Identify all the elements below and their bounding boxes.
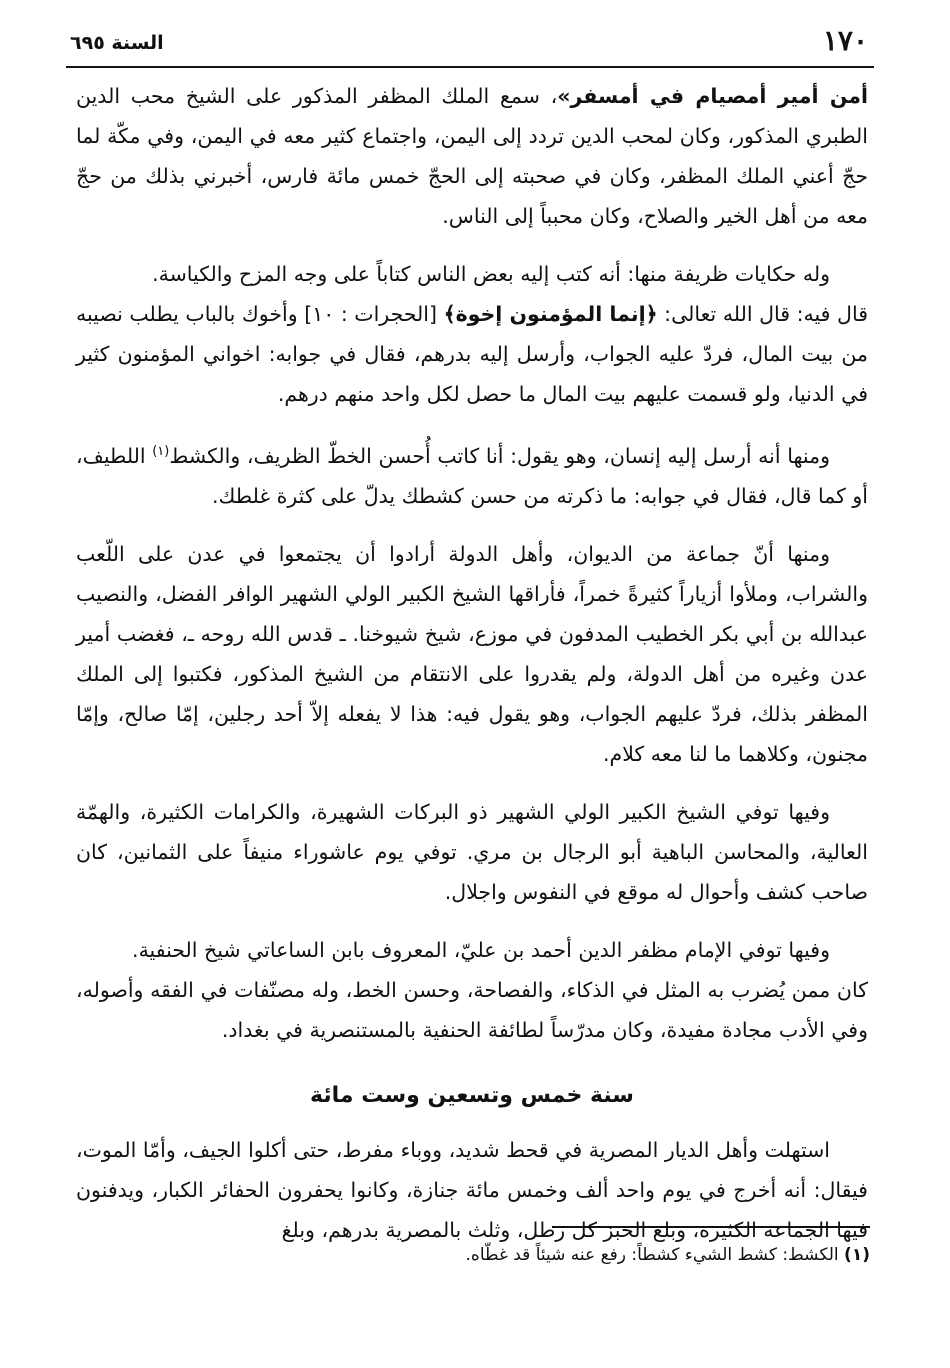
paragraph-2a: وله حكايات ظريفة منها: أنه كتب إليه بعض الناس كتاباً على وجه المزح والكياسة.	[152, 262, 830, 286]
paragraph-1-text: ، سمع الملك المظفر المذكور على الشيخ محب الدين الطبري المذكور، وكان لمحب الدين تردد إلى اليمن، واجتماع كثير معه في اليمن، وفي مكّة لما حجّ أعني الملك المظفر، وكان في صحبته إلى الحجّ خمس مائة فارس، أخبرني بذلك من حجّ معه من أهل الخير والصلاح، وكان محبباً إلى الناس.	[76, 84, 868, 228]
page-header	[66, 22, 874, 68]
paragraph-4: ومنها أنّ جماعة من الديوان، وأهل الدولة أرادوا أن يجتمعوا في عدن على اللّعب والشراب، وملأوا أزياراً كثيرةً خمراً، فأراقها الشيخ الكبير الولي الشهير الوافر الفضل، والنصيب عبدالله بن أبي بكر الخطيب المدفون في موزع، شيخ شيوخنا. ـ قدس الله روحه ـ، فغضب أمير عدن وغيره من أهل الدولة، ولم يقدروا على الانتقام من الشيخ المذكور، فكتبوا إلى الملك المظفر بذلك، فردّ عليهم الجواب، وهو يقول فيه: هذا لا يفعله إلاّ أحد رجلين، إمّا صالح، وإمّا مجنون، وكلاهما ما لنا معه كلام.	[76, 541, 868, 766]
page-body	[76, 76, 868, 1268]
paragraph-5: وفيها توفي الشيخ الكبير الولي الشهير ذو البركات الشهيرة، والكرامات الكثيرة، والهمّة العالية، والمحاسن الباهية أبو الرجال بن مري. توفي يوم عاشوراء منيفاً على الثمانين، كان صاحب كشف وأحوال له موقع في النفوس واجلال.	[76, 799, 868, 904]
footnote-marker: (١)	[844, 1245, 870, 1265]
paragraph-1-lead: أمن أمير أمصيام في أمسفر»	[557, 84, 869, 108]
paragraph-3	[76, 432, 868, 516]
section-title: سنة خمس وتسعين وست مائة	[310, 1082, 634, 1108]
paragraph-1	[76, 76, 868, 236]
paragraph-6a: وفيها توفي الإمام مظفر الدين أحمد بن عليّ، المعروف بابن الساعاتي شيخ الحنفية.	[132, 937, 830, 962]
running-head: السنة ٦٩٥	[70, 32, 164, 54]
quran-quote: ﴿إنما المؤمنون إخوة﴾	[443, 302, 658, 326]
paragraph-2b-before: قال فيه: قال الله تعالى:	[657, 302, 868, 326]
footnote-divider	[552, 1226, 870, 1228]
paragraph-3-before: ومنها أنه أرسل إليه إنسان، وهو يقول: أنا كاتب أُحسن الخطّ الظريف، والكشط	[169, 443, 830, 468]
paragraph-3-after: اللطيف، أو كما قال، فقال في جوابه: ما ذكرته من حسن كشطك يدلّ على كثرة غلطك.	[76, 443, 868, 508]
section-paragraph-1: استهلت وأهل الديار المصرية في قحط شديد، ووباء مفرط، حتى أكلوا الجيف، وأمّا الموت، فيقال: أنه أخرج في يوم واحد ألف وخمس مائة جنازة، وكانوا يحفرون الحفائر الكبار، ويدفنون فيها الجماعة الكثيرة، وبلغ الخبز كل رطل، وثلث بالمصرية بدرهم، وبلغ	[76, 1137, 868, 1242]
footnote	[80, 1240, 870, 1270]
paragraph-2b	[76, 294, 868, 414]
paragraph-2b-after: [الحجرات : ١٠] وأخوك بالباب يطلب نصيبه من بيت المال، فردّ عليه الجواب، وأرسل إليه بدرهم، فقال في جوابه: اخواني المؤمنون كثير في الدنيا، ولو قسمت عليهم بيت المال ما حصل لكل واحد منهم درهم.	[76, 302, 868, 406]
footnote-text: الكشط: كشط الشيء كشطاً: رفع عنه شيئاً قد غطّاه.	[465, 1245, 839, 1265]
page-number: ١٧٠	[822, 24, 868, 57]
footnote-reference[interactable]: (١)	[152, 444, 170, 459]
paragraph-6b: كان ممن يُضرب به المثل في الذكاء، والفصاحة، وحسن الخط، وله مصنّفات في الفقه وأصوله، وفي الأدب مجادة مفيدة، وكان مدرّساً لطائفة الحنفية بالمستنصرية في بغداد.	[76, 977, 868, 1042]
